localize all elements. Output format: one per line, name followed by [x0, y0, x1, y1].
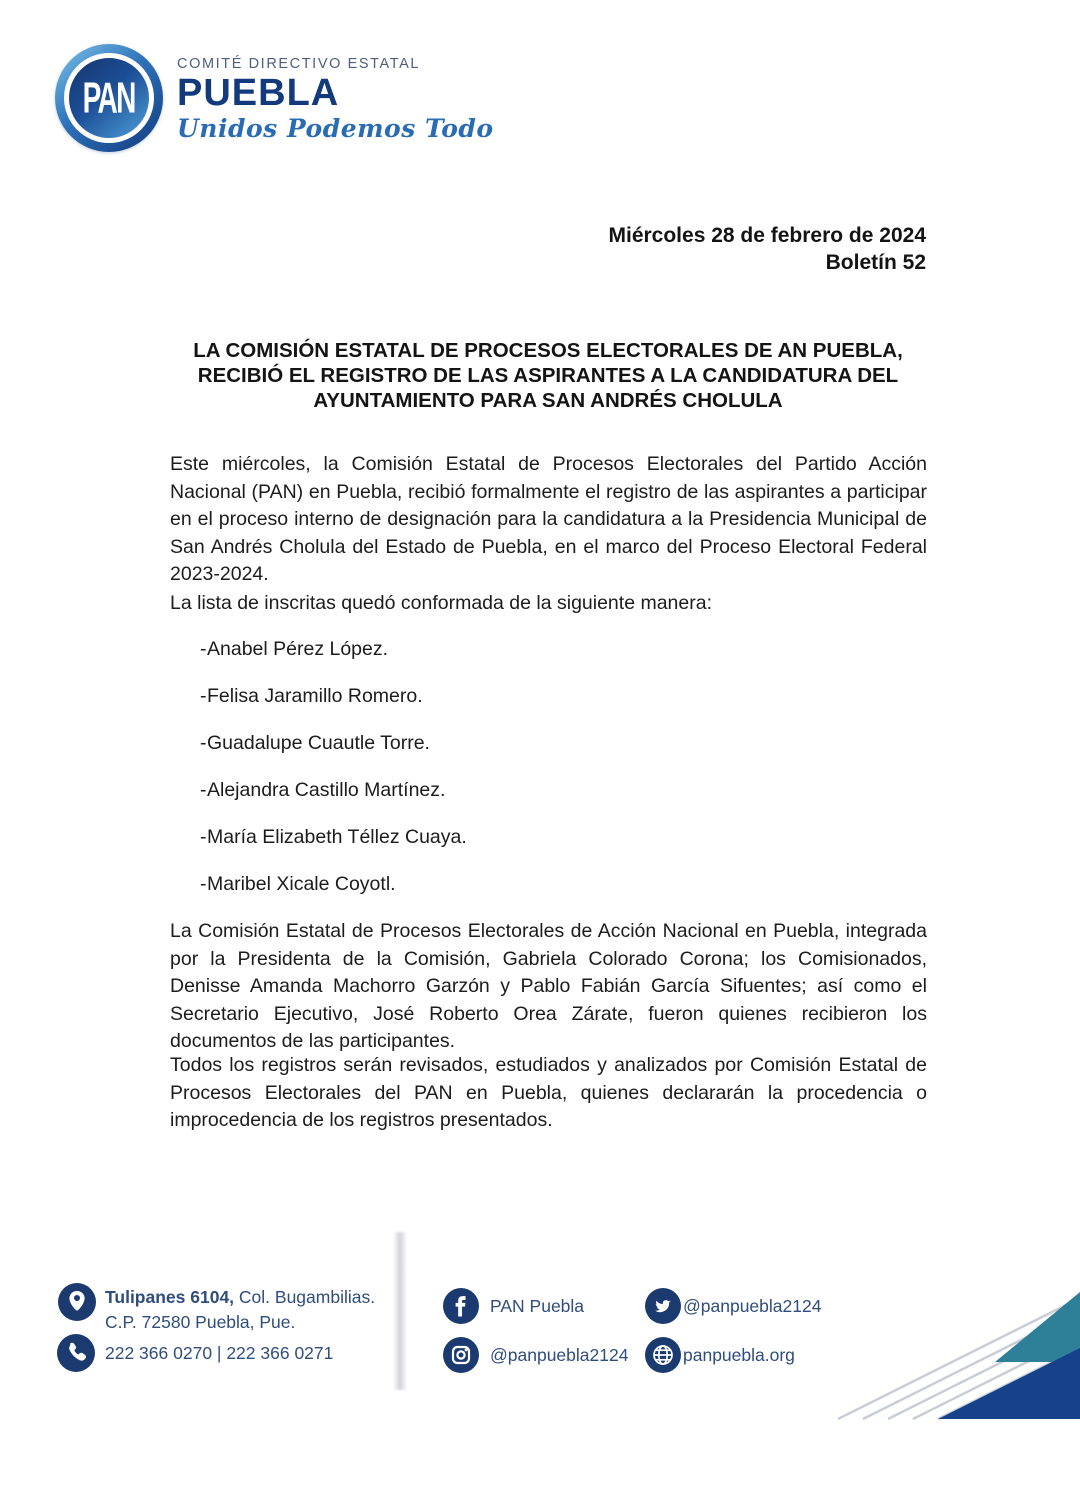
paragraph-intro: Este miércoles, la Comisión Estatal de Procesos Electorales del Partido Acción Nacional (PAN) en Puebla, recibió formalmente el registro de las aspirantes a participar en el proceso interno de designación para la candidatura a la Presidencia Municipal de San Andrés Cholula del Estado de Puebla, en el marco del Proceso Electoral Federal 2023-2024.	[170, 453, 927, 586]
list-item	[170, 730, 927, 758]
paragraph-review: Todos los registros serán revisados, estudiados y analizados por Comisión Estatal de Procesos Electorales del PAN en Puebla, quienes declararán la procedencia o improcedencia de los registros presentados.	[170, 1054, 927, 1132]
title-line-3: AYUNTAMIENTO PARA SAN ANDRÉS CHOLULA	[313, 389, 783, 412]
list-item	[170, 824, 927, 852]
list-item	[170, 636, 927, 664]
twitter-handle[interactable]: @panpuebla2124	[683, 1296, 822, 1316]
title-line-1: LA COMISIÓN ESTATAL DE PROCESOS ELECTORALES DE AN PUEBLA,	[193, 339, 903, 362]
pan-logo	[55, 44, 494, 152]
state-label: PUEBLA	[177, 72, 340, 114]
phone-numbers[interactable]: 222 366 0270 | 222 366 0271	[105, 1343, 334, 1363]
list-dash: -	[200, 685, 207, 708]
address-colonia: Col. Bugambilias.	[234, 1287, 376, 1307]
website-link[interactable]: panpuebla.org	[683, 1345, 795, 1365]
candidate-name: Guadalupe Cuautle Torre.	[207, 732, 430, 755]
pan-logo-inner-circle	[64, 53, 154, 143]
document-title	[162, 338, 934, 413]
slogan-label: Unidos Podemos Todo	[177, 114, 494, 143]
instagram-icon[interactable]	[443, 1337, 479, 1373]
page-fold-shadow	[393, 1232, 407, 1390]
list-dash: -	[200, 826, 207, 849]
candidate-name: Alejandra Castillo Martínez.	[207, 779, 446, 802]
corner-stripes-decoration	[700, 1280, 1080, 1420]
candidate-name: Maribel Xicale Coyotl.	[207, 873, 396, 896]
pan-logo-circle-icon	[55, 44, 163, 152]
candidate-name: Felisa Jaramillo Romero.	[207, 685, 423, 708]
address-street: Tulipanes 6104,	[105, 1287, 235, 1307]
address	[105, 1285, 375, 1335]
globe-icon[interactable]	[645, 1337, 681, 1373]
twitter-icon[interactable]	[645, 1288, 681, 1324]
list-dash: -	[200, 779, 207, 802]
date-line: Miércoles 28 de febrero de 2024	[608, 224, 926, 247]
address-line2: C.P. 72580 Puebla, Pue.	[105, 1312, 296, 1332]
list-item	[170, 871, 927, 899]
instagram-handle[interactable]: @panpuebla2124	[490, 1345, 629, 1365]
committee-label: COMITÉ DIRECTIVO ESTATAL	[177, 56, 421, 72]
candidate-list	[170, 636, 927, 919]
list-dash: -	[200, 732, 207, 755]
list-dash: -	[200, 638, 207, 660]
title-line-2: RECIBIÓ EL REGISTRO DE LAS ASPIRANTES A LA CANDIDATURA DEL	[197, 364, 899, 387]
list-item	[170, 777, 927, 805]
pan-acronym: PAN	[82, 72, 136, 122]
list-dash: -	[200, 873, 207, 896]
list-item	[170, 683, 927, 711]
facebook-icon[interactable]	[443, 1288, 479, 1324]
paragraph-commission: La Comisión Estatal de Procesos Electorales de Acción Nacional en Puebla, integrada por la Presidenta de la Comisión, Gabriela Colorado Corona; los Comisionados, Denisse Amanda Machorro Garzón y Pablo Fabián García Sifuentes; así como el Secretario Ejecutivo, José Roberto Orea Zárate, fueron quienes recibieron los documentos de las participantes.	[170, 920, 927, 1053]
phone-icon	[57, 1334, 95, 1372]
location-pin-icon	[58, 1283, 96, 1321]
list-intro: La lista de inscritas quedó conformada de la siguiente manera:	[170, 592, 712, 614]
candidate-name: Anabel Pérez López.	[207, 638, 389, 660]
logo-text-block	[177, 44, 494, 143]
candidate-name: María Elizabeth Téllez Cuaya.	[207, 826, 467, 849]
date-block	[170, 222, 926, 276]
facebook-handle[interactable]: PAN Puebla	[490, 1296, 585, 1316]
bulletin-number: Boletín 52	[825, 251, 926, 274]
